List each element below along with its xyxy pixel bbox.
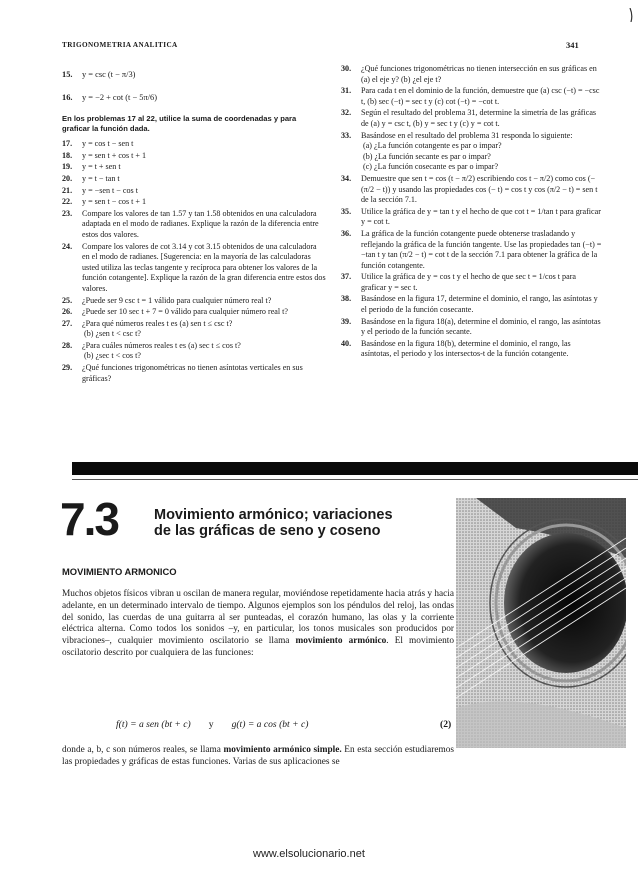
page-edge-mark (628, 8, 634, 22)
exercise-number: 35. (341, 206, 352, 216)
exercise-number: 22. (62, 197, 73, 207)
exercise-text (82, 174, 326, 185)
exercise-instruction: En los problemas 17 al 22, utilice la suma de coordenadas y para graficar la función dada. (62, 114, 297, 133)
exercise-text (82, 307, 326, 318)
exercise-number: 21. (62, 185, 73, 195)
exercise-number: 30. (341, 64, 352, 73)
exercise-text (82, 363, 326, 384)
para1-bold-term: movimiento armónico (295, 636, 387, 647)
exercise-29 (62, 363, 326, 384)
exercise-statement: ¿Para cuáles números reales t es (a) sec t ≤ cos t? (82, 340, 241, 350)
exercise-statement: Para cada t en el dominio de la función, demuestre que (a) csc (−t) = −csc t, (b) sec (−t) = sec t y (c) cot (−t) = −cot t. (361, 86, 600, 106)
exercise-28 (62, 341, 326, 362)
exercise-text (361, 317, 603, 338)
exercise-statement: Compare los valores de cot 3.14 y cot 3.15 obtenidos de una calculadora en el modo de radianes. [Sugerencia: en la mayoría de las calculadoras usted utiliza las teclas tangente y recíproca para obtener los valores de la función cotangente]. Explique la razón de la gran diferencia entre estos dos valores. (82, 241, 326, 293)
exercise-number: 40. (341, 338, 352, 348)
equation-g: g(t) = a cos (bt + c) (231, 719, 309, 730)
exercise-statement: ¿Puede ser 10 sec t + 7 = 0 válido para cualquier número real t? (82, 307, 288, 317)
right-column (341, 64, 603, 361)
subsection-heading: MOVIMIENTO ARMONICO (62, 566, 177, 577)
section-title (154, 507, 394, 539)
exercise-statement: Según el resultado del problema 31, determine la simetría de las gráficas de (a) y = csc t, (b) y = sec t y (c) y = cot t. (361, 108, 597, 128)
para2-text-a: donde a, b, c son números reales, se llama (62, 745, 224, 755)
exercise-number: 28. (62, 340, 73, 350)
exercise-subpart: (b) ¿sec t < cos t? (84, 351, 141, 361)
exercise-statement: Compare los valores de tan 1.57 y tan 1.58 obtenidos en una calculadora adaptada en el modo de radianes. Explique la razón de la diferencia entre estos dos valores. (82, 208, 319, 239)
exercise-number: 29. (62, 363, 73, 373)
exercise-19 (62, 162, 326, 173)
exercise-text (82, 151, 326, 162)
exercise-statement: ¿Puede ser 9 csc t = 1 válido para cualquier número real t? (82, 295, 272, 305)
exercise-text (82, 139, 326, 150)
exercise-text (361, 229, 603, 271)
exercise-statement: Basándose en la figura 18(a), determine el dominio, el rango, las asíntotas y el periodo de la función secante. (361, 316, 601, 337)
exercise-text (82, 319, 326, 340)
exercise-subpart: (b) ¿La función secante es par o impar? (363, 151, 491, 161)
exercise-text (82, 341, 326, 362)
exercise-text (361, 131, 603, 173)
exercise-text (82, 162, 326, 173)
exercise-38 (341, 294, 603, 315)
section-number: 7.3 (60, 493, 118, 545)
para1-text-a: Muchos objetos físicos vibran u oscilan de manera regular, moviéndose repetidamente hacia atrás y hacia adelante, en un determinado intervalo de tiempo. Algunos ejemplos son los péndulos del reloj, las ondas del sonido, las cuerdas de una guitarra al ser punteadas, el corazón humano, las olas y la corriente eléctrica alterna. Como todos los sonidos –y, en particular, los tonos musicales son producidos por vibraciones–, cualquier movimiento oscilatorio se llama (62, 589, 454, 647)
exercise-number: 39. (341, 316, 352, 326)
exercise-text (82, 186, 326, 197)
para2-bold-term: movimiento armónico simple. (223, 745, 342, 755)
exercise-statement: y = sen t + cos t + 1 (82, 150, 147, 160)
exercise-number: 15. (62, 69, 73, 79)
exercise-20 (62, 174, 326, 185)
exercise-statement: y = cos t − sen t (82, 139, 134, 149)
exercise-30 (341, 64, 603, 85)
equation-conjunction: y (208, 719, 214, 730)
section-title-line-1: Movimiento armónico; variaciones (154, 507, 393, 523)
exercise-list-left (62, 139, 326, 384)
exercise-15 (62, 64, 326, 86)
exercise-statement: ¿Para qué números reales t es (a) sen t ≤ csc t? (82, 318, 233, 328)
exercise-number: 26. (62, 307, 73, 317)
exercise-text (361, 272, 603, 293)
exercise-statement: Utilice la gráfica de y = cos t y el hecho de que sec t = 1/cos t para graficar y = sec t. (361, 272, 576, 292)
exercise-number: 19. (62, 162, 73, 172)
exercise-36 (341, 229, 603, 271)
exercise-statement: y = t − tan t (82, 173, 120, 183)
exercise-subpart: (c) ¿La función cosecante es par o impar? (363, 162, 499, 172)
exercise-40 (341, 339, 603, 360)
exercise-text (82, 242, 326, 295)
exercise-27 (62, 319, 326, 340)
exercise-16 (62, 87, 326, 109)
para1-text-b: . El movimiento oscilatorio descrito por cualquiera de las funciones: (62, 636, 454, 658)
exercise-statement: y = sen t − cos t + 1 (82, 197, 147, 207)
exercise-statement: La gráfica de la función cotangente puede obtenerse trasladando y reflejando la gráfica de la función tangente. Use las propiedades tan (−t) = −tan t y tan (π/2 − t) = cot t de la sección 7.1 para obtener la gráfica de la función cotangente. (361, 228, 602, 270)
exercise-32 (341, 108, 603, 129)
exercise-39 (341, 317, 603, 338)
exercise-text (361, 108, 603, 129)
exercise-text (82, 197, 326, 208)
section-title-line-2: de las gráficas de seno y coseno (154, 523, 381, 539)
exercise-24 (62, 242, 326, 295)
exercise-number: 31. (341, 86, 352, 96)
exercise-text (82, 296, 326, 307)
exercise-text (361, 207, 603, 228)
exercise-34 (341, 174, 603, 206)
exercise-number: 32. (341, 108, 352, 118)
body-paragraph-2 (62, 745, 454, 769)
equation-number: (2) (440, 719, 452, 730)
exercise-formula: y = −2 + cot (t − 5π/6) (82, 92, 157, 102)
exercise-21 (62, 186, 326, 197)
left-column (62, 64, 326, 385)
exercise-statement: Basándose en la figura 18(b), determine el dominio, el rango, las asíntotas, el periodo y los intersectos-t de la función cotangente. (361, 338, 571, 359)
body-paragraph-1 (62, 589, 454, 660)
exercise-number: 37. (341, 272, 352, 282)
exercise-statement: Basándose en la figura 17, determine el dominio, el rango, las asíntotas y el periodo de la función cosecante. (361, 294, 598, 315)
exercise-number: 20. (62, 173, 73, 183)
equation-2 (116, 719, 456, 730)
section-divider-bar (72, 462, 638, 475)
exercise-number: 36. (341, 228, 352, 238)
exercise-statement: y = t + sen t (82, 162, 121, 172)
exercise-statement: ¿Qué funciones trigonométricas no tienen intersección en sus gráficas en (a) el eje y? (b) ¿el eje t? (361, 64, 597, 84)
footer-url[interactable]: www.elsolucionario.net (253, 848, 365, 860)
exercise-number: 24. (62, 241, 73, 251)
exercise-number: 23. (62, 208, 73, 218)
exercise-text (361, 174, 603, 206)
exercise-statement: Utilice la gráfica de y = tan t y el hecho de que cot t = 1/tan t para graficar y = cot t. (361, 206, 601, 227)
exercise-33 (341, 131, 603, 173)
exercise-35 (341, 207, 603, 228)
exercise-text (361, 64, 603, 85)
exercise-number: 16. (62, 92, 73, 102)
section-divider-line (72, 479, 638, 480)
exercise-formula: y = csc (t − π/3) (82, 69, 136, 79)
guitar-photo (456, 498, 626, 748)
exercise-number: 38. (341, 294, 352, 304)
exercise-17 (62, 139, 326, 150)
exercise-number: 18. (62, 150, 73, 160)
exercise-25 (62, 296, 326, 307)
exercise-text (361, 339, 603, 360)
exercise-number: 17. (62, 139, 73, 149)
exercise-text (361, 86, 603, 107)
exercise-26 (62, 307, 326, 318)
exercise-statement: y = −sen t − cos t (82, 185, 138, 195)
exercise-31 (341, 86, 603, 107)
exercise-number: 25. (62, 295, 73, 305)
page-number: 341 (566, 40, 579, 50)
exercise-37 (341, 272, 603, 293)
exercise-number: 33. (341, 130, 352, 140)
exercise-text (82, 209, 326, 241)
exercise-statement: Basándose en el resultado del problema 31 responda lo siguiente: (361, 130, 573, 140)
exercise-22 (62, 197, 326, 208)
exercise-text (361, 294, 603, 315)
exercise-statement: Demuestre que sen t = cos (t − π/2) escribiendo cos t − π/2) como cos (− (π/2 − t)) y usando las propiedades cos (− t) = cos t y cos (π/2 − t) = sen t de la sección 7.1. (361, 173, 598, 205)
exercise-23 (62, 209, 326, 241)
exercise-statement: ¿Qué funciones trigonométricas no tienen asíntotas verticales en sus gráficas? (82, 363, 303, 383)
equation-f: f(t) = a sen (bt + c) (116, 719, 191, 730)
exercise-list-right (341, 64, 603, 360)
exercise-number: 27. (62, 318, 73, 328)
running-header: TRIGONOMETRIA ANALITICA (62, 41, 178, 49)
para2-text-b: En esta sección estudiaremos las propiedades y gráficas de estas funciones. Varias de sus aplicaciones se (62, 745, 454, 767)
exercise-subpart: (a) ¿La función cotangente es par o impar? (363, 141, 502, 151)
exercise-subpart: (b) ¿sen t < csc t? (84, 329, 141, 339)
exercise-number: 34. (341, 173, 352, 183)
exercise-18 (62, 151, 326, 162)
